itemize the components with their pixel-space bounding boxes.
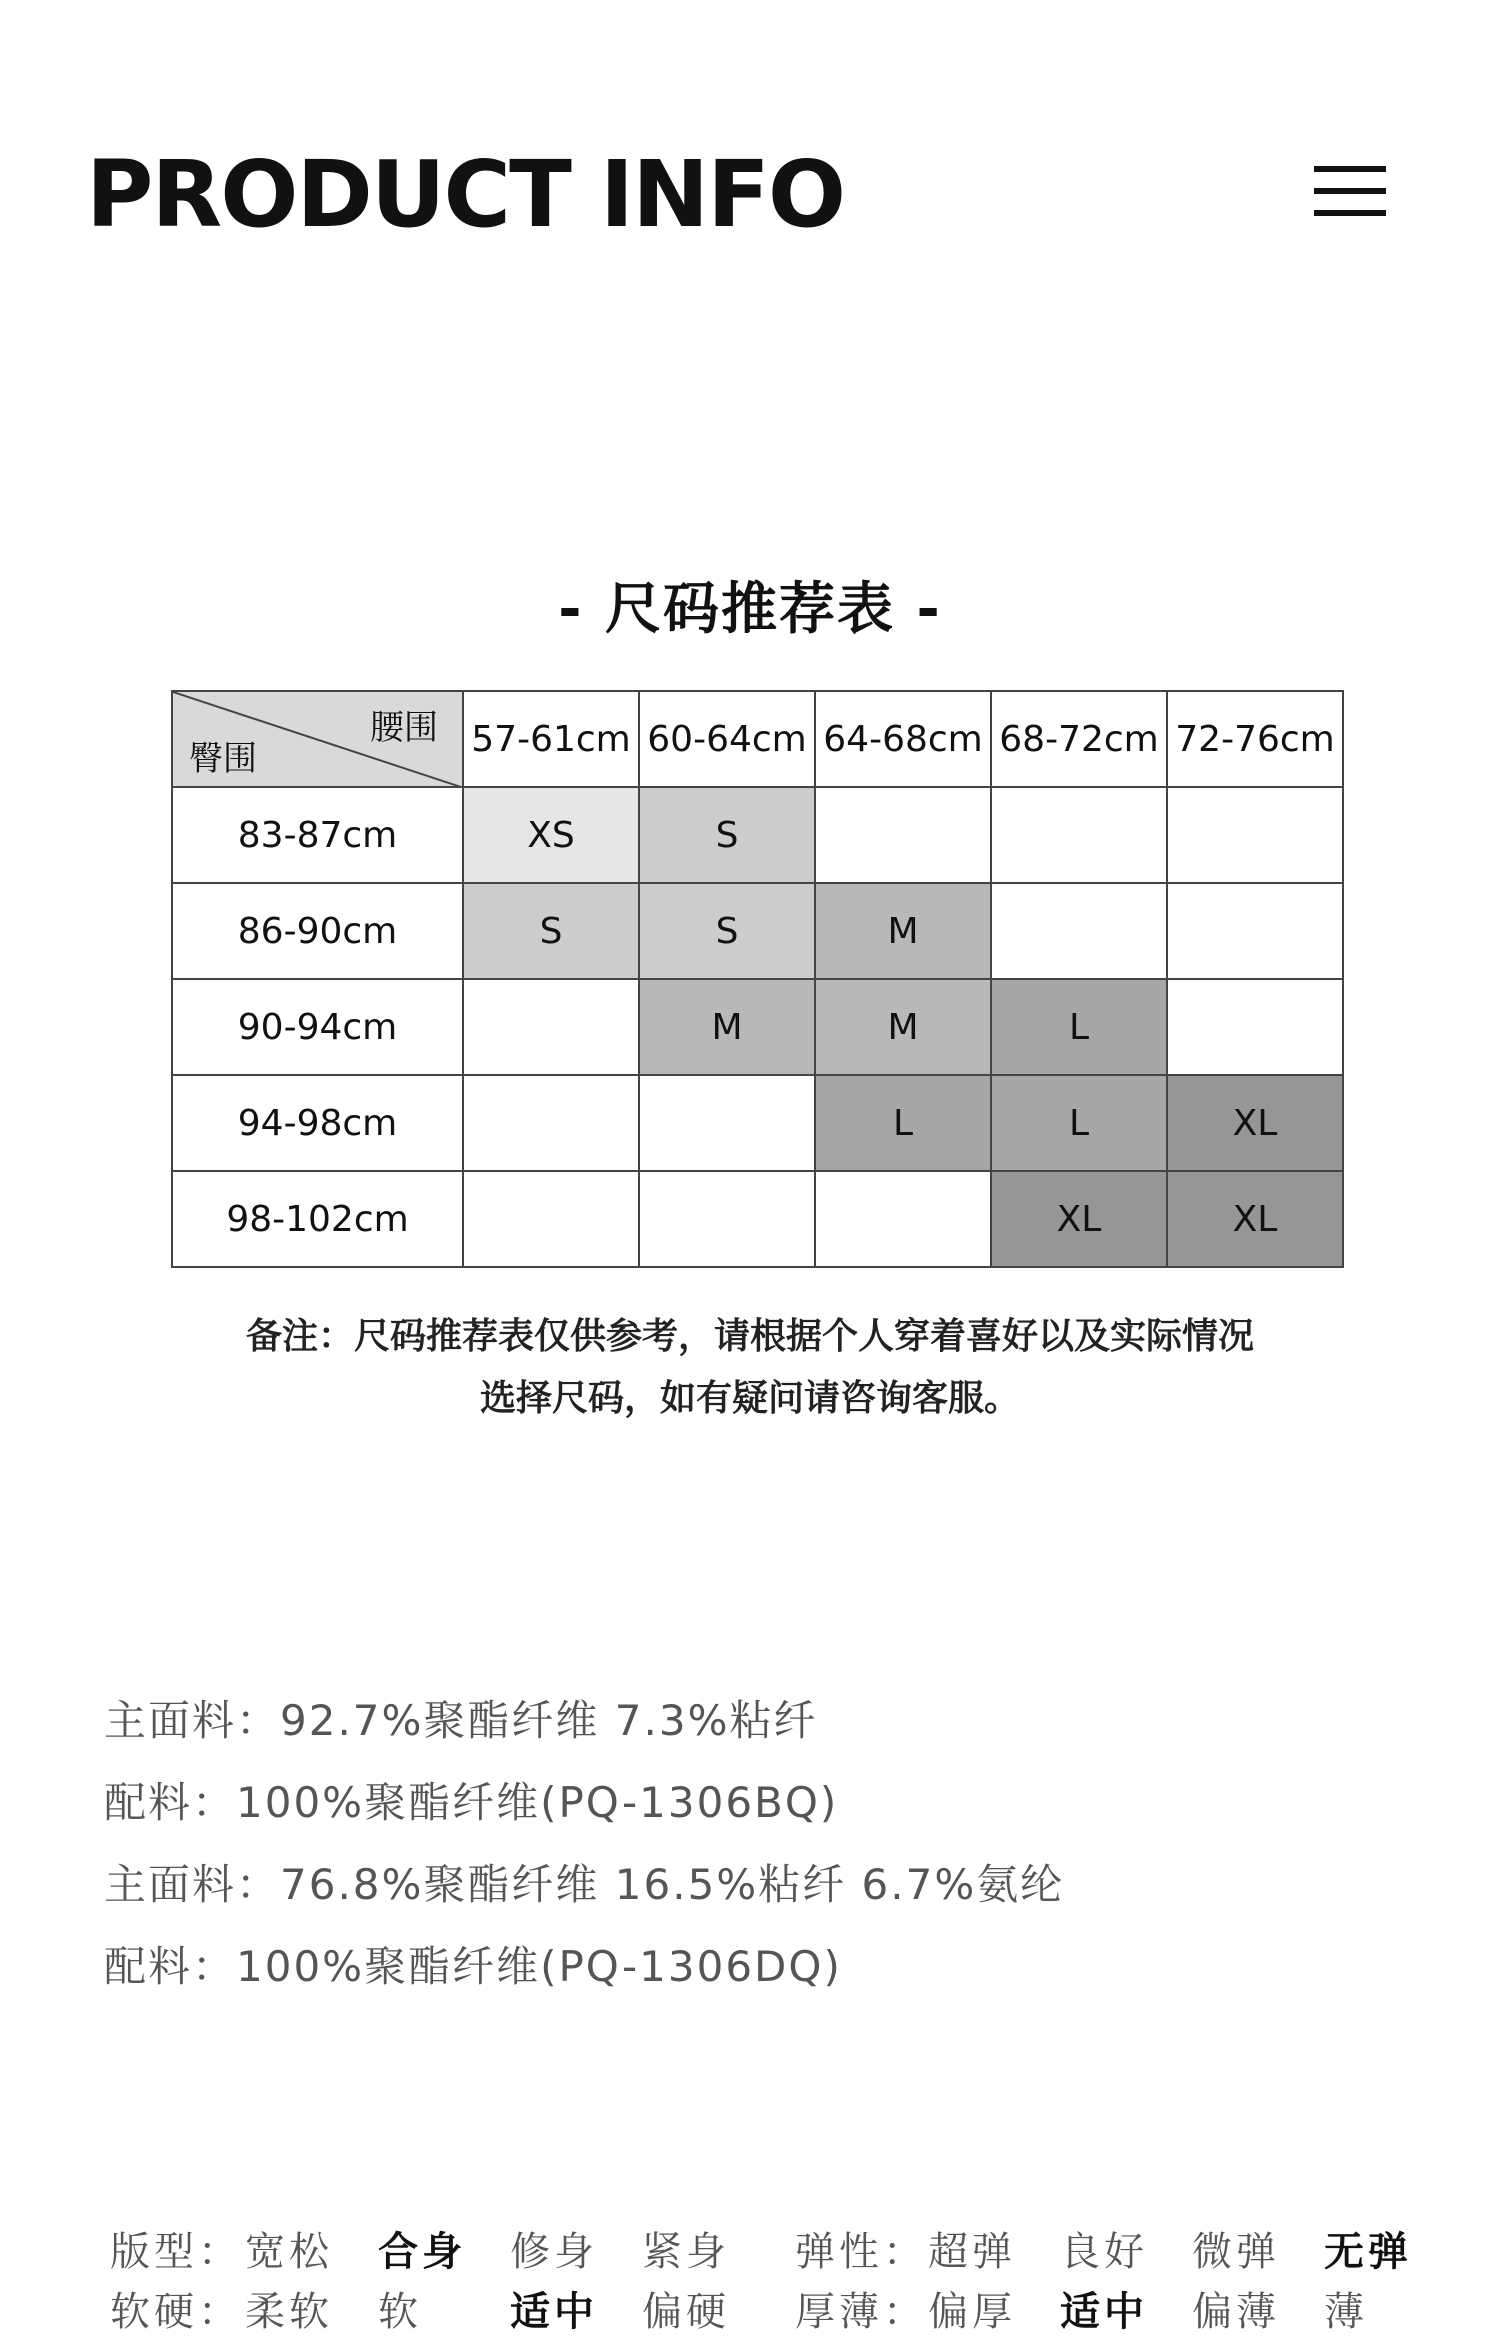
waist-header: 60-64cm [639, 691, 815, 787]
material-line: 配料：100%聚酯纤维(PQ-1306BQ) [104, 1778, 839, 1827]
menu-bar [1314, 166, 1386, 172]
size-cell: S [463, 883, 639, 979]
product-properties [110, 2220, 1410, 2340]
fit-label: 版型： [110, 2229, 242, 2275]
table-row [172, 1171, 1343, 1267]
waist-header: 72-76cm [1167, 691, 1343, 787]
size-cell [991, 787, 1167, 883]
size-chart-title: - 尺码推荐表 - [558, 577, 942, 642]
hip-header: 86-90cm [172, 883, 463, 979]
header [86, 140, 1416, 250]
waist-axis-label: 腰围 [370, 708, 438, 748]
size-cell: XL [1167, 1171, 1343, 1267]
size-cell [991, 883, 1167, 979]
table-corner-cell [172, 691, 463, 787]
softness-option: 柔软 [245, 2289, 333, 2335]
size-cell [463, 979, 639, 1075]
material-list [104, 1680, 1064, 2008]
hip-header: 83-87cm [172, 787, 463, 883]
table-header-row [172, 691, 1343, 787]
note-line: 选择尺码，如有疑问请咨询客服。 [479, 1378, 1020, 1419]
size-cell [815, 787, 991, 883]
table-row [172, 979, 1343, 1075]
fit-option: 紧身 [642, 2229, 730, 2275]
elasticity-option: 良好 [1060, 2229, 1148, 2275]
elasticity-option-selected: 无弹 [1324, 2229, 1412, 2275]
fit-option-selected: 合身 [378, 2229, 466, 2275]
hamburger-menu-icon[interactable] [1314, 162, 1386, 222]
menu-bar [1314, 210, 1386, 216]
size-cell: M [815, 883, 991, 979]
fit-option: 宽松 [245, 2229, 333, 2275]
softness-label: 软硬： [110, 2289, 242, 2335]
size-cell: S [639, 787, 815, 883]
hip-header: 98-102cm [172, 1171, 463, 1267]
thickness-option: 偏薄 [1192, 2289, 1280, 2335]
size-cell: L [815, 1075, 991, 1171]
size-cell: L [991, 979, 1167, 1075]
elasticity-label: 弹性： [795, 2229, 927, 2275]
property-row [110, 2220, 1410, 2280]
size-cell [639, 1075, 815, 1171]
size-cell: M [815, 979, 991, 1075]
softness-option: 软 [378, 2289, 422, 2335]
size-cell: XL [991, 1171, 1167, 1267]
size-cell: M [639, 979, 815, 1075]
table-row [172, 1075, 1343, 1171]
size-cell: L [991, 1075, 1167, 1171]
size-cell [1167, 787, 1343, 883]
thickness-option: 偏厚 [928, 2289, 1016, 2335]
page-title: PRODUCT INFO [86, 141, 845, 248]
hip-header: 90-94cm [172, 979, 463, 1075]
size-chart-table [171, 690, 1344, 1268]
hip-header: 94-98cm [172, 1075, 463, 1171]
size-cell: XL [1167, 1075, 1343, 1171]
thickness-option: 薄 [1324, 2289, 1368, 2335]
size-cell [639, 1171, 815, 1267]
size-cell [1167, 979, 1343, 1075]
softness-option-selected: 适中 [510, 2289, 598, 2335]
note-line: 备注：尺码推荐表仅供参考，请根据个人穿着喜好以及实际情况 [245, 1316, 1254, 1357]
waist-header: 68-72cm [991, 691, 1167, 787]
elasticity-option: 超弹 [928, 2229, 1016, 2275]
material-line: 配料：100%聚酯纤维(PQ-1306DQ) [104, 1942, 842, 1991]
size-chart-note [180, 1306, 1320, 1430]
thickness-label: 厚薄： [795, 2289, 927, 2335]
waist-header: 64-68cm [815, 691, 991, 787]
menu-bar [1314, 188, 1386, 194]
material-line: 主面料：76.8%聚酯纤维 16.5%粘纤 6.7%氨纶 [104, 1860, 1065, 1909]
table-row [172, 787, 1343, 883]
size-cell [463, 1075, 639, 1171]
size-cell: S [639, 883, 815, 979]
waist-header: 57-61cm [463, 691, 639, 787]
thickness-option-selected: 适中 [1060, 2289, 1148, 2335]
size-cell [1167, 883, 1343, 979]
size-cell [815, 1171, 991, 1267]
softness-option: 偏硬 [642, 2289, 730, 2335]
hip-axis-label: 臀围 [189, 739, 257, 779]
property-row [110, 2280, 1410, 2340]
material-line: 主面料：92.7%聚酯纤维 7.3%粘纤 [104, 1696, 818, 1745]
size-cell [463, 1171, 639, 1267]
table-row [172, 883, 1343, 979]
size-cell: XS [463, 787, 639, 883]
fit-option: 修身 [510, 2229, 598, 2275]
elasticity-option: 微弹 [1192, 2229, 1280, 2275]
